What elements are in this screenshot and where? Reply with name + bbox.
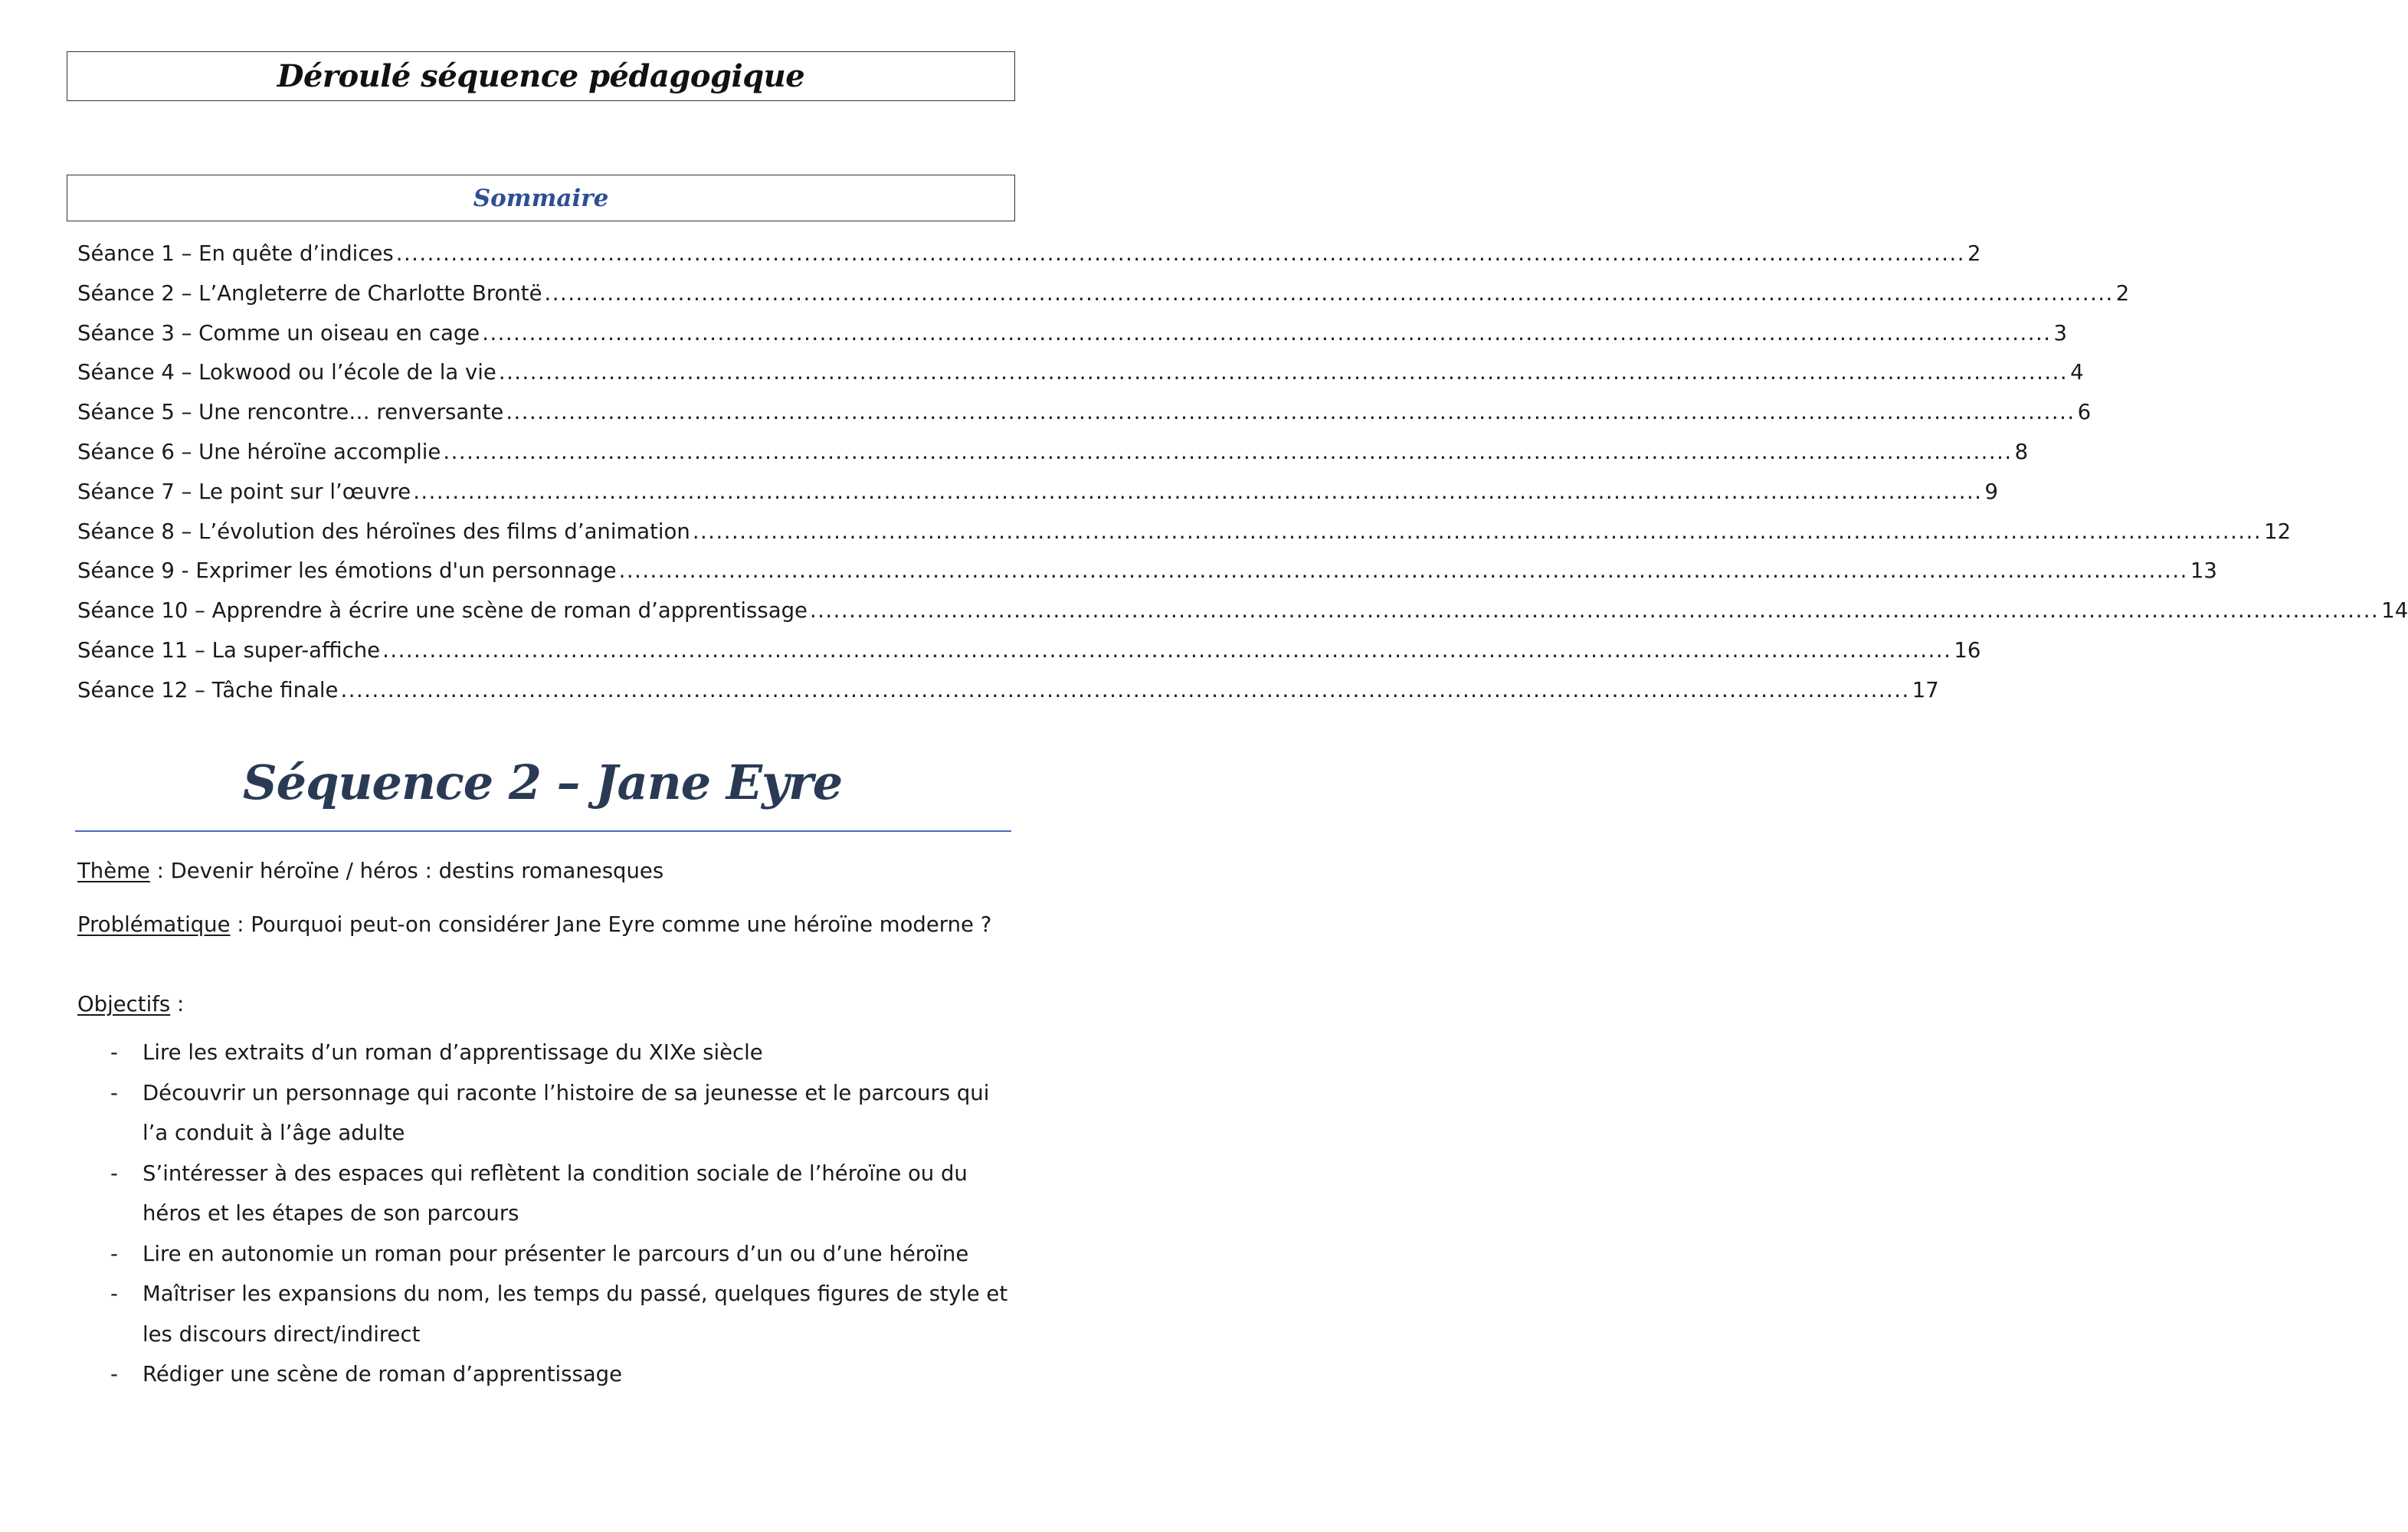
bullet-dash: - — [110, 1282, 118, 1306]
toc-leader-dots: ........................................................................................................................................................................................................ — [692, 519, 2262, 544]
toc-entry[interactable] — [77, 519, 2292, 559]
toc-entry[interactable] — [77, 360, 2084, 400]
toc-entry-label: Séance 7 – Le point sur l’œuvre — [77, 479, 411, 504]
toc-entry-label: Séance 8 – L’évolution des héroïnes des films d’animation — [77, 519, 690, 544]
toc-leader-dots: ........................................................................................................................................................................................................ — [443, 439, 2013, 464]
toc-leader-dots: ........................................................................................................................................................................................................ — [618, 558, 2188, 584]
toc-leader-dots: ........................................................................................................................................................................................................ — [809, 598, 2380, 624]
bullet-dash: - — [110, 1160, 118, 1186]
toc-entry-page: 9 — [1984, 479, 1998, 504]
toc-leader-dots: ........................................................................................................................................................................................................ — [395, 241, 1965, 266]
toc-entry[interactable] — [77, 677, 1939, 718]
toc-entry[interactable] — [77, 558, 2217, 598]
toc-entry-label: Séance 3 – Comme un oiseau en cage — [77, 320, 480, 345]
objective-item — [77, 1154, 1008, 1234]
toc-entry-page: 3 — [2053, 320, 2067, 345]
bullet-dash: - — [110, 1241, 118, 1266]
objectives-heading — [77, 990, 1004, 1020]
toc-entry[interactable] — [77, 598, 2408, 638]
toc-entry[interactable] — [77, 479, 1998, 519]
toc-entry-page: 17 — [1912, 677, 1939, 702]
summary-title: Sommaire — [473, 184, 609, 212]
sequence-title-rule — [75, 830, 1011, 832]
table-of-contents — [77, 241, 2408, 718]
objective-text: Maîtriser les expansions du nom, les temps du passé, quelques figures de style et les discours direct/indirect — [143, 1282, 1008, 1347]
objective-text: Rédiger une scène de roman d’apprentissage — [143, 1362, 623, 1386]
sequence-title: Séquence 2 – Jane Eyre — [242, 755, 843, 810]
objective-text: Lire les extraits d’un roman d’apprentissage du XIXe siècle — [143, 1040, 763, 1065]
toc-entry-label: Séance 12 – Tâche finale — [77, 677, 339, 702]
bullet-dash: - — [110, 1040, 118, 1065]
toc-entry-page: 12 — [2264, 519, 2292, 544]
objective-item — [77, 1354, 1008, 1395]
theme-line — [77, 856, 1004, 886]
objective-text: S’intéresser à des espaces qui reflètent la condition sociale de l’héroïne ou du héros et les étapes de son parcours — [143, 1160, 968, 1226]
toc-entry-page: 8 — [2014, 439, 2029, 464]
toc-entry-page: 14 — [2381, 598, 2408, 624]
toc-entry-page: 16 — [1954, 637, 1981, 663]
toc-entry[interactable] — [77, 439, 2029, 480]
toc-leader-dots: ........................................................................................................................................................................................................ — [413, 479, 1983, 504]
bullet-dash: - — [110, 1362, 118, 1386]
toc-entry-label: Séance 9 - Exprimer les émotions d'un personnage — [77, 558, 617, 584]
toc-entry-label: Séance 11 – La super-affiche — [77, 637, 381, 663]
toc-leader-dots: ........................................................................................................................................................................................................ — [482, 320, 2052, 345]
objective-item — [77, 1073, 1008, 1154]
toc-entry-page: 4 — [2070, 360, 2084, 385]
toc-entry[interactable] — [77, 320, 2067, 361]
objective-text: Lire en autonomie un roman pour présenter le parcours d’un ou d’une héroïne — [143, 1241, 969, 1266]
toc-entry-label: Séance 10 – Apprendre à écrire une scène de roman d’apprentissage — [77, 598, 808, 624]
objective-item — [77, 1234, 1008, 1275]
bullet-dash: - — [110, 1080, 118, 1105]
document-title: Déroulé séquence pédagogique — [277, 58, 805, 94]
toc-leader-dots: ........................................................................................................................................................................................................ — [382, 637, 1952, 663]
toc-entry[interactable] — [77, 400, 2092, 440]
toc-entry-page: 2 — [1967, 241, 1981, 266]
problem-label: Problématique — [77, 912, 231, 937]
objectives-list — [77, 1033, 1008, 1395]
toc-entry[interactable] — [77, 280, 2130, 321]
toc-entry-label: Séance 1 – En quête d’indices — [77, 241, 394, 266]
toc-entry-label: Séance 4 – Lokwood ou l’école de la vie — [77, 360, 496, 385]
toc-leader-dots: ........................................................................................................................................................................................................ — [544, 280, 2114, 306]
objectives-suffix: : — [170, 992, 185, 1016]
theme-label: Thème — [77, 859, 150, 883]
problem-value: : Pourquoi peut-on considérer Jane Eyre comme une héroïne moderne ? — [230, 912, 992, 937]
theme-value: : Devenir héroïne / héros : destins romanesques — [149, 859, 664, 883]
problem-line — [77, 910, 1004, 940]
toc-leader-dots: ........................................................................................................................................................................................................ — [340, 677, 1910, 702]
toc-entry-page: 13 — [2190, 558, 2217, 584]
toc-entry-label: Séance 6 – Une héroïne accomplie — [77, 439, 441, 464]
toc-entry-page: 6 — [2077, 400, 2092, 425]
objectives-label: Objectifs — [77, 992, 171, 1016]
toc-entry[interactable] — [77, 637, 1981, 678]
toc-entry-page: 2 — [2115, 280, 2130, 306]
toc-entry-label: Séance 5 – Une rencontre… renversante — [77, 400, 504, 425]
objective-item — [77, 1274, 1008, 1354]
document-title-box — [67, 51, 1015, 101]
objective-item — [77, 1033, 1008, 1073]
toc-entry-label: Séance 2 – L’Angleterre de Charlotte Brontë — [77, 280, 542, 306]
toc-entry[interactable] — [77, 241, 1981, 281]
objective-text: Découvrir un personnage qui raconte l’histoire de sa jeunesse et le parcours qui l’a conduit à l’âge adulte — [143, 1080, 990, 1145]
toc-leader-dots: ........................................................................................................................................................................................................ — [506, 400, 2075, 425]
toc-leader-dots: ........................................................................................................................................................................................................ — [498, 360, 2069, 385]
summary-title-box — [67, 175, 1015, 221]
